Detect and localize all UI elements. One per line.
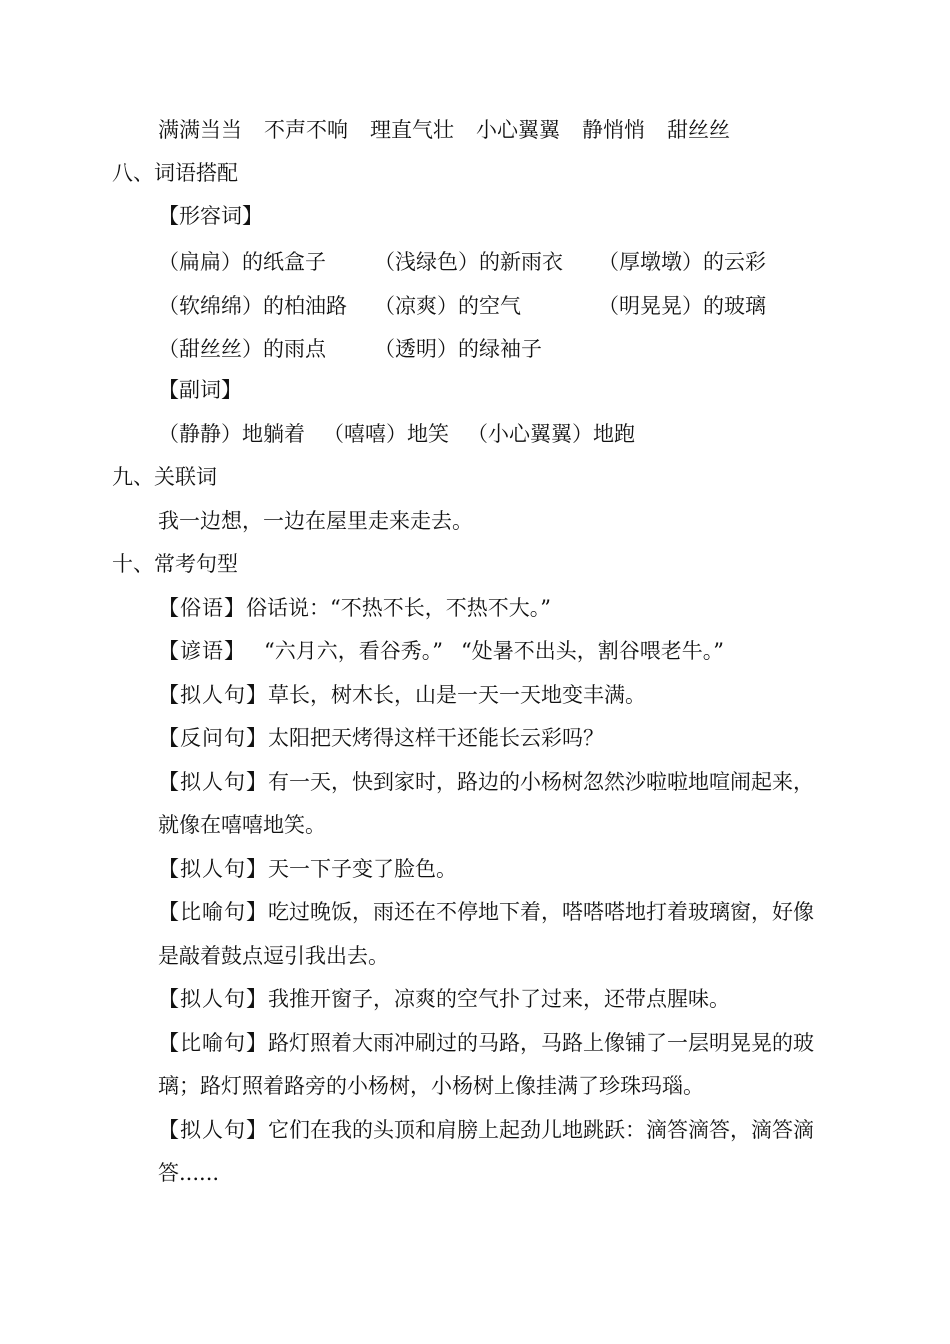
sentence-text: 我推开窗子，凉爽的空气扑了过来，还带点腥味。 bbox=[268, 987, 730, 1011]
sentence-tag: 【拟人句】 bbox=[158, 1118, 268, 1142]
sentence-continuation: 璃；路灯照着路旁的小杨树，小杨树上像挂满了珍珠玛瑙。 bbox=[158, 1074, 704, 1098]
adverb-pair: （静静）地躺着 bbox=[158, 422, 305, 446]
word-item: 不声不响 bbox=[264, 118, 348, 142]
sentence-personification bbox=[158, 1116, 814, 1144]
word-item: 满满当当 bbox=[158, 118, 242, 142]
sentence-continuation: 是敲着鼓点逗引我出去。 bbox=[158, 944, 389, 968]
sentence-text: 俗话说：“不热不长，不热不大。” bbox=[246, 596, 551, 620]
section-heading-conjunctions: 九、关联词 bbox=[112, 465, 217, 489]
adjective-pair: （透明）的绿袖子 bbox=[374, 337, 542, 361]
adverb-list bbox=[158, 420, 635, 448]
sentence-tag: 【谚语】 bbox=[158, 639, 246, 663]
sentence-tag: 【俗语】 bbox=[158, 596, 246, 620]
sentence-tag: 【拟人句】 bbox=[158, 857, 268, 881]
adjective-pair: （浅绿色）的新雨衣 bbox=[374, 250, 563, 274]
adjective-pair: （扁扁）的纸盒子 bbox=[158, 250, 326, 274]
section-heading-word-pairing: 八、词语搭配 bbox=[112, 161, 238, 185]
sentence-rhetorical bbox=[158, 724, 604, 752]
adjective-pair: （软绵绵）的柏油路 bbox=[158, 294, 347, 318]
adverb-pair: （小心翼翼）地跑 bbox=[467, 422, 635, 446]
adjective-pair: （凉爽）的空气 bbox=[374, 294, 521, 318]
adjective-pair: （甜丝丝）的雨点 bbox=[158, 337, 326, 361]
sentence-tag: 【拟人句】 bbox=[158, 770, 268, 794]
sentence-text: 它们在我的头顶和肩膀上起劲儿地跳跃：滴答滴答，滴答滴 bbox=[268, 1118, 814, 1142]
adverb-label: 【副词】 bbox=[158, 378, 242, 402]
sentence-tag: 【比喻句】 bbox=[158, 900, 268, 924]
word-item: 理直气壮 bbox=[370, 118, 454, 142]
sentence-metaphor bbox=[158, 898, 814, 926]
sentence-metaphor bbox=[158, 1029, 814, 1057]
sentence-colloquial bbox=[158, 594, 551, 622]
word-item: 甜丝丝 bbox=[667, 118, 730, 142]
sentence-personification bbox=[158, 768, 814, 796]
sentence-text: 太阳把天烤得这样干还能长云彩吗？ bbox=[268, 726, 604, 750]
adjective-label: 【形容词】 bbox=[158, 204, 263, 228]
sentence-personification bbox=[158, 985, 730, 1013]
sentence-tag: 【拟人句】 bbox=[158, 987, 268, 1011]
section-heading-sentence-types: 十、常考句型 bbox=[112, 552, 238, 576]
sentence-continuation: 就像在嘻嘻地笑。 bbox=[158, 813, 326, 837]
adjective-pair: （厚墩墩）的云彩 bbox=[598, 250, 766, 274]
sentence-text: “六月六，看谷秀。” bbox=[264, 639, 443, 663]
sentence-personification bbox=[158, 855, 457, 883]
sentence-text: 草长，树木长，山是一天一天地变丰满。 bbox=[268, 683, 646, 707]
adverb-pair: （嘻嘻）地笑 bbox=[323, 422, 449, 446]
sentence-text: “处暑不出头，割谷喂老牛。” bbox=[460, 639, 724, 663]
sentence-proverb bbox=[158, 637, 724, 665]
sentence-tag: 【比喻句】 bbox=[158, 1031, 268, 1055]
sentence-text: 路灯照着大雨冲刷过的马路，马路上像铺了一层明晃晃的玻 bbox=[268, 1031, 814, 1055]
word-item: 小心翼翼 bbox=[476, 118, 560, 142]
sentence-continuation: 答...... bbox=[158, 1161, 220, 1185]
sentence-tag: 【拟人句】 bbox=[158, 683, 268, 707]
adjective-pair: （明晃晃）的玻璃 bbox=[598, 294, 766, 318]
sentence-text: 吃过晚饭，雨还在不停地下着，嗒嗒嗒地打着玻璃窗，好像 bbox=[268, 900, 814, 924]
sentence-text: 天一下子变了脸色。 bbox=[268, 857, 457, 881]
word-item: 静悄悄 bbox=[582, 118, 645, 142]
sentence-text: 有一天，快到家时，路边的小杨树忽然沙啦啦地喧闹起来， bbox=[268, 770, 814, 794]
conjunction-example: 我一边想，一边在屋里走来走去。 bbox=[158, 509, 473, 533]
sentence-personification bbox=[158, 681, 646, 709]
word-list bbox=[158, 116, 730, 144]
sentence-tag: 【反问句】 bbox=[158, 726, 268, 750]
